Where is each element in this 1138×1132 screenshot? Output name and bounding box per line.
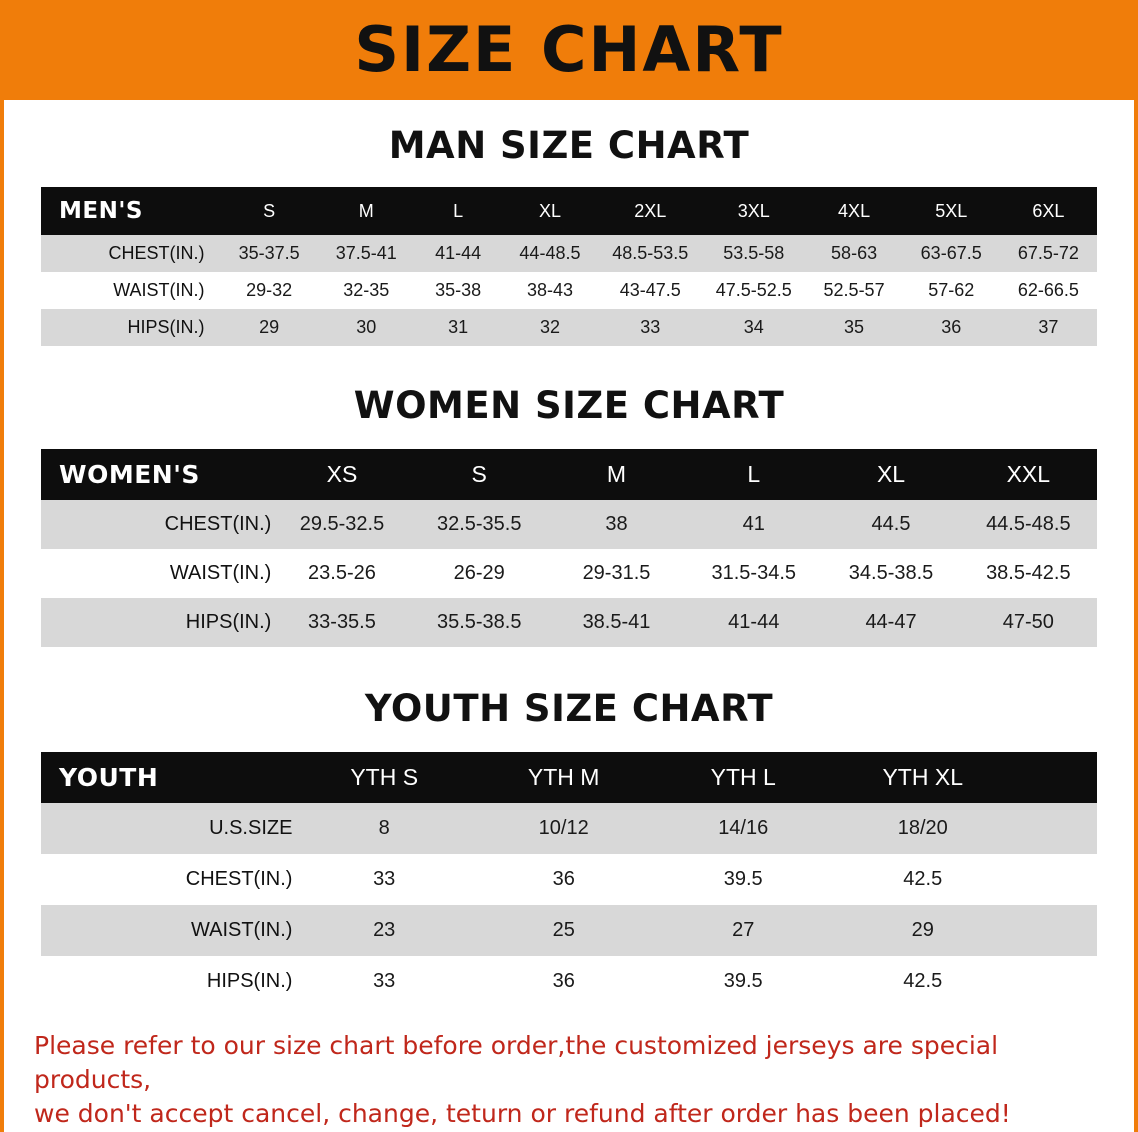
women-cell-0-2: 38 [548, 500, 685, 549]
women-cell-1-0: 23.5-26 [273, 549, 410, 598]
youth-corner-label: YOUTH [41, 752, 294, 803]
youth-size-table [41, 752, 1097, 1007]
women-corner-label: WOMEN'S [41, 449, 273, 500]
men-cell-0-1: 37.5-41 [318, 235, 415, 272]
youth-section-title: YOUTH SIZE CHART [364, 687, 774, 730]
women-col-5: XXL [960, 449, 1097, 500]
women-cell-2-0: 33-35.5 [273, 598, 410, 647]
youth-cell-0-1: 10/12 [474, 803, 654, 854]
men-cell-1-8: 62-66.5 [1000, 272, 1097, 309]
women-col-4: XL [822, 449, 959, 500]
table-row [41, 549, 1097, 598]
disclaimer-note [34, 1029, 1104, 1130]
men-col-3: XL [501, 187, 598, 235]
youth-cell-2-3: 29 [833, 905, 1013, 956]
table-row [41, 272, 1097, 309]
men-cell-0-5: 53.5-58 [702, 235, 805, 272]
youth-row-label-2: WAIST(IN.) [41, 905, 294, 956]
men-cell-1-2: 35-38 [415, 272, 502, 309]
women-cell-0-4: 44.5 [822, 500, 959, 549]
men-cell-1-5: 47.5-52.5 [702, 272, 805, 309]
men-col-8: 6XL [1000, 187, 1097, 235]
youth-cell-0-2: 14/16 [653, 803, 833, 854]
youth-col-spacer [1013, 752, 1098, 803]
women-row-label-2: HIPS(IN.) [41, 598, 273, 647]
table-header-row [41, 449, 1097, 500]
men-corner-label: MEN'S [41, 187, 221, 235]
men-col-0: S [221, 187, 318, 235]
women-row-label-1: WAIST(IN.) [41, 549, 273, 598]
women-cell-1-4: 34.5-38.5 [822, 549, 959, 598]
disclaimer-line-2: we don't accept cancel, change, teturn or refund after order has been placed! [34, 1098, 1011, 1128]
youth-col-2: YTH L [653, 752, 833, 803]
table-row [41, 956, 1097, 1007]
youth-cell-1-spacer [1013, 854, 1098, 905]
table-row [41, 598, 1097, 647]
youth-cell-3-3: 42.5 [833, 956, 1013, 1007]
youth-cell-0-spacer [1013, 803, 1098, 854]
table-row [41, 803, 1097, 854]
men-cell-0-0: 35-37.5 [221, 235, 318, 272]
man-section-title: MAN SIZE CHART [388, 124, 750, 167]
youth-cell-2-1: 25 [474, 905, 654, 956]
men-cell-2-8: 37 [1000, 309, 1097, 346]
youth-cell-0-3: 18/20 [833, 803, 1013, 854]
men-cell-2-1: 30 [318, 309, 415, 346]
men-cell-2-6: 35 [806, 309, 903, 346]
women-row-label-0: CHEST(IN.) [41, 500, 273, 549]
men-cell-1-7: 57-62 [903, 272, 1000, 309]
women-cell-0-1: 32.5-35.5 [411, 500, 548, 549]
men-cell-1-4: 43-47.5 [599, 272, 702, 309]
women-cell-2-1: 35.5-38.5 [411, 598, 548, 647]
women-cell-1-5: 38.5-42.5 [960, 549, 1097, 598]
men-cell-0-6: 58-63 [806, 235, 903, 272]
men-cell-1-3: 38-43 [501, 272, 598, 309]
youth-row-label-3: HIPS(IN.) [41, 956, 294, 1007]
women-section-title: WOMEN SIZE CHART [353, 384, 785, 427]
table-row [41, 309, 1097, 346]
men-col-2: L [415, 187, 502, 235]
youth-col-3: YTH XL [833, 752, 1013, 803]
men-cell-0-3: 44-48.5 [501, 235, 598, 272]
men-row-label-0: CHEST(IN.) [41, 235, 221, 272]
women-cell-2-3: 41-44 [685, 598, 822, 647]
men-cell-2-4: 33 [599, 309, 702, 346]
women-col-2: M [548, 449, 685, 500]
men-cell-2-0: 29 [221, 309, 318, 346]
disclaimer-line-1: Please refer to our size chart before order,the customized jerseys are special products, [34, 1031, 999, 1094]
youth-cell-1-1: 36 [474, 854, 654, 905]
women-cell-1-2: 29-31.5 [548, 549, 685, 598]
youth-cell-1-2: 39.5 [653, 854, 833, 905]
women-cell-0-3: 41 [685, 500, 822, 549]
women-cell-0-0: 29.5-32.5 [273, 500, 410, 549]
men-col-1: M [318, 187, 415, 235]
youth-cell-3-1: 36 [474, 956, 654, 1007]
men-cell-1-6: 52.5-57 [806, 272, 903, 309]
youth-row-label-1: CHEST(IN.) [41, 854, 294, 905]
women-cell-2-4: 44-47 [822, 598, 959, 647]
women-cell-2-2: 38.5-41 [548, 598, 685, 647]
men-cell-1-0: 29-32 [221, 272, 318, 309]
men-col-4: 2XL [599, 187, 702, 235]
men-col-6: 4XL [806, 187, 903, 235]
banner [4, 0, 1134, 100]
table-row [41, 854, 1097, 905]
men-cell-2-7: 36 [903, 309, 1000, 346]
youth-cell-3-spacer [1013, 956, 1098, 1007]
youth-cell-2-spacer [1013, 905, 1098, 956]
women-col-1: S [411, 449, 548, 500]
youth-cell-2-2: 27 [653, 905, 833, 956]
women-cell-0-5: 44.5-48.5 [960, 500, 1097, 549]
youth-col-0: YTH S [294, 752, 474, 803]
men-cell-0-2: 41-44 [415, 235, 502, 272]
women-cell-2-5: 47-50 [960, 598, 1097, 647]
women-cell-1-1: 26-29 [411, 549, 548, 598]
table-row [41, 500, 1097, 549]
men-cell-2-3: 32 [501, 309, 598, 346]
youth-cell-0-0: 8 [294, 803, 474, 854]
women-cell-1-3: 31.5-34.5 [685, 549, 822, 598]
table-header-row [41, 752, 1097, 803]
men-cell-0-4: 48.5-53.5 [599, 235, 702, 272]
youth-cell-3-2: 39.5 [653, 956, 833, 1007]
banner-title: SIZE CHART [354, 13, 784, 86]
table-row [41, 235, 1097, 272]
men-col-5: 3XL [702, 187, 805, 235]
women-size-table [41, 449, 1097, 647]
men-cell-2-5: 34 [702, 309, 805, 346]
men-row-label-2: HIPS(IN.) [41, 309, 221, 346]
youth-cell-1-3: 42.5 [833, 854, 1013, 905]
men-cell-2-2: 31 [415, 309, 502, 346]
men-cell-0-7: 63-67.5 [903, 235, 1000, 272]
women-col-3: L [685, 449, 822, 500]
men-row-label-1: WAIST(IN.) [41, 272, 221, 309]
youth-row-label-0: U.S.SIZE [41, 803, 294, 854]
table-row [41, 905, 1097, 956]
youth-cell-1-0: 33 [294, 854, 474, 905]
youth-col-1: YTH M [474, 752, 654, 803]
men-col-7: 5XL [903, 187, 1000, 235]
men-cell-0-8: 67.5-72 [1000, 235, 1097, 272]
youth-cell-2-0: 23 [294, 905, 474, 956]
men-size-table [41, 187, 1097, 346]
women-col-0: XS [273, 449, 410, 500]
men-cell-1-1: 32-35 [318, 272, 415, 309]
table-header-row [41, 187, 1097, 235]
youth-cell-3-0: 33 [294, 956, 474, 1007]
